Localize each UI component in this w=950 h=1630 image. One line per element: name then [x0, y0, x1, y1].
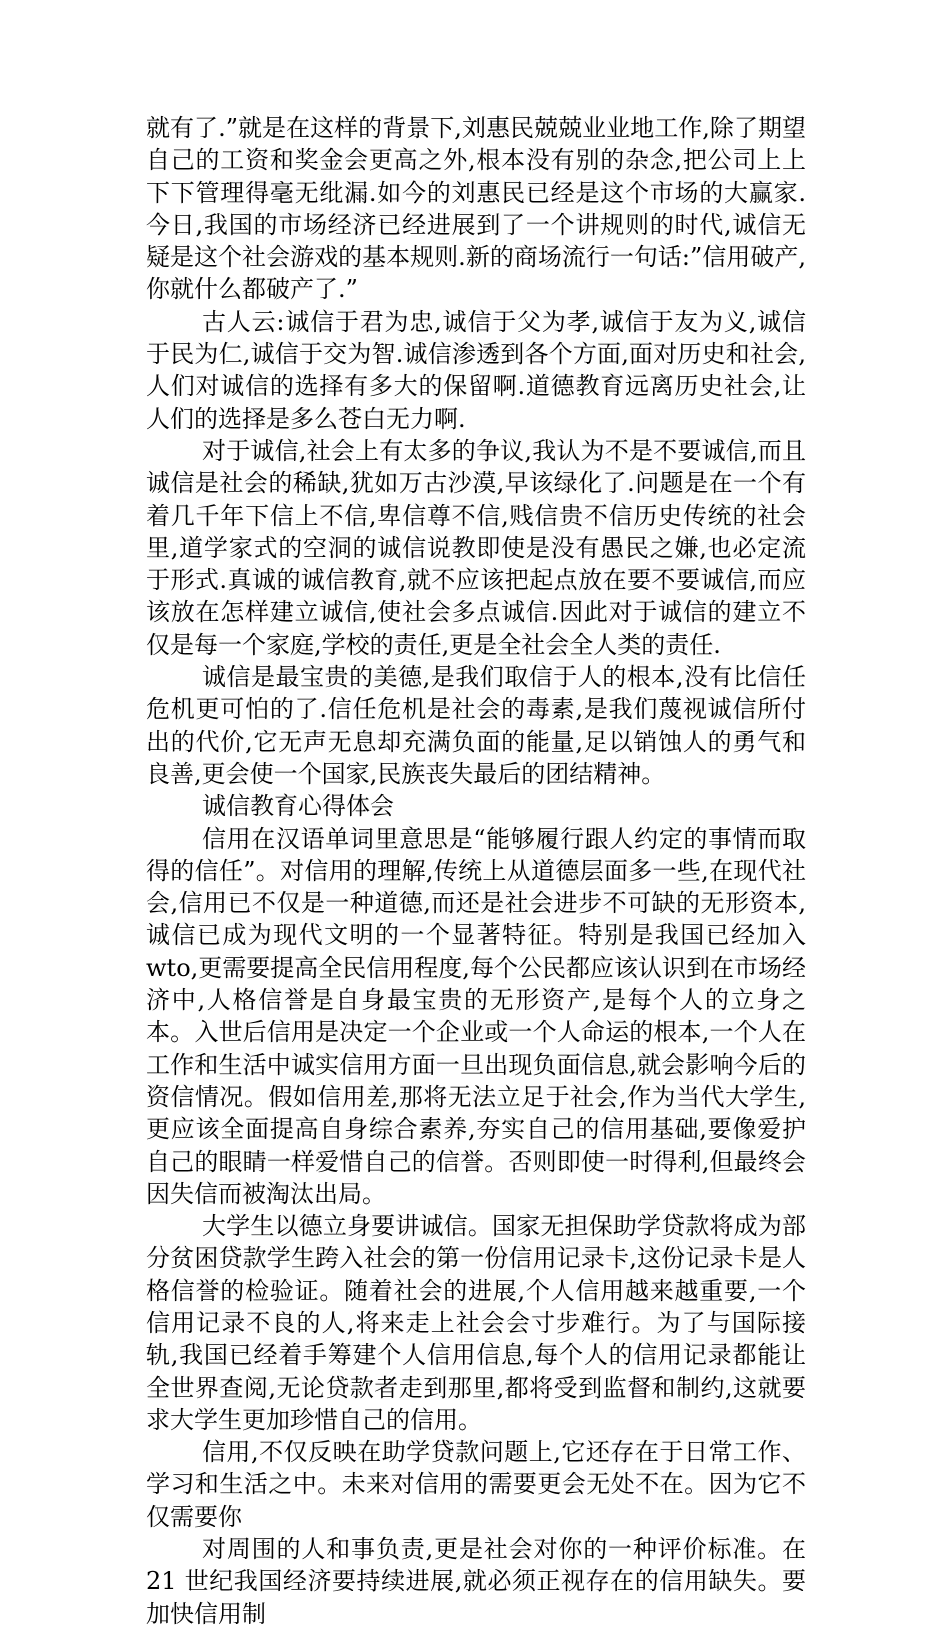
section-heading: 诚信教育心得体会: [202, 792, 394, 821]
paragraph-5: 信用在汉语单词里意思是“能够履行跟人约定的事情而取得的信任”。对信用的理解,传统上从道德层面多一些,在现代社会,信用已不仅是一种道德,而还是社会进步不可缺的无形资本,诚信已成为现代文明的一个显著特征。特别是我国已经加入 wto,更需要提高全民信用程度,每个公民都应该认识到在市场经济中,人格信誉是自身最宝贵的无形资产,是每个人的立身之本。入世后信用是决定一个企业或一个人命运的根本,一个人在工作和生活中诚实信用方面一旦出现负面信息,就会影响今后的资信情况。假如信用差,那将无法立足于社会,作为当代大学生,更应该全面提高自身综合素养,夯实自己的信用基础,要像爱护自己的眼睛一样爱惜自己的信誉。否则即使一时得利,但最终会因失信而被淘汰出局。: [146, 824, 806, 1208]
paragraph-4: 诚信是最宝贵的美德,是我们取信于人的根本,没有比信任危机更可怕的了.信任危机是社会的毒素,是我们蔑视诚信所付出的代价,它无声无息却充满负面的能量,足以销蚀人的勇气和良善,更会使一个国家,民族丧失最后的团结精神。: [146, 663, 806, 788]
paragraph-2: 古人云:诚信于君为忠,诚信于父为孝,诚信于友为义,诚信于民为仁,诚信于交为智.诚信渗透到各个方面,面对历史和社会,人们对诚信的选择有多大的保留啊.道德教育远离历史社会,让人们的选择是多么苍白无力啊.: [146, 307, 806, 433]
paragraph-8: 对周围的人和事负责,更是社会对你的一种评价标准。在 21 世纪我国经济要持续进展,就必须正视存在的信用缺失。要加快信用制: [146, 1535, 806, 1628]
paragraph-1: 就有了.”就是在这样的背景下,刘惠民兢兢业业地工作,除了期望自己的工资和奖金会更高之外,根本没有别的杂念,把公司上上下下管理得毫无纰漏.如今的刘惠民已经是这个市场的大赢家.今日,我国的市场经济已经进展到了一个讲规则的时代,诚信无疑是这个社会游戏的基本规则.新的商场流行一句话:”信用破产,你就什么都破产了.”: [146, 114, 806, 304]
document-page: [146, 112, 806, 1630]
paragraph-6: 大学生以德立身要讲诚信。国家无担保助学贷款将成为部分贫困贷款学生跨入社会的第一份信用记录卡,这份记录卡是人格信誉的检验证。随着社会的进展,个人信用越来越重要,一个信用记录不良的人,将来走上社会会寸步难行。为了与国际接轨,我国已经着手筹建个人信用信息,每个人的信用记录都能让全世界查阅,无论贷款者走到那里,都将受到监督和制约,这就要求大学生更加珍惜自己的信用。: [146, 1212, 806, 1434]
paragraph-3: 对于诚信,社会上有太多的争议,我认为不是不要诚信,而且诚信是社会的稀缺,犹如万古沙漠,早该绿化了.问题是在一个有着几千年下信上不信,卑信尊不信,贱信贵不信历史传统的社会里,道学家式的空洞的诚信说教即使是没有愚民之嫌,也必定流于形式.真诚的诚信教育,就不应该把起点放在要不要诚信,而应该放在怎样建立诚信,使社会多点诚信.因此对于诚信的建立不仅是每一个家庭,学校的责任,更是全社会全人类的责任.: [146, 436, 806, 659]
paragraph-7: 信用,不仅反映在助学贷款问题上,它还存在于日常工作、学习和生活之中。未来对信用的需要更会无处不在。因为它不仅需要你: [146, 1438, 806, 1531]
